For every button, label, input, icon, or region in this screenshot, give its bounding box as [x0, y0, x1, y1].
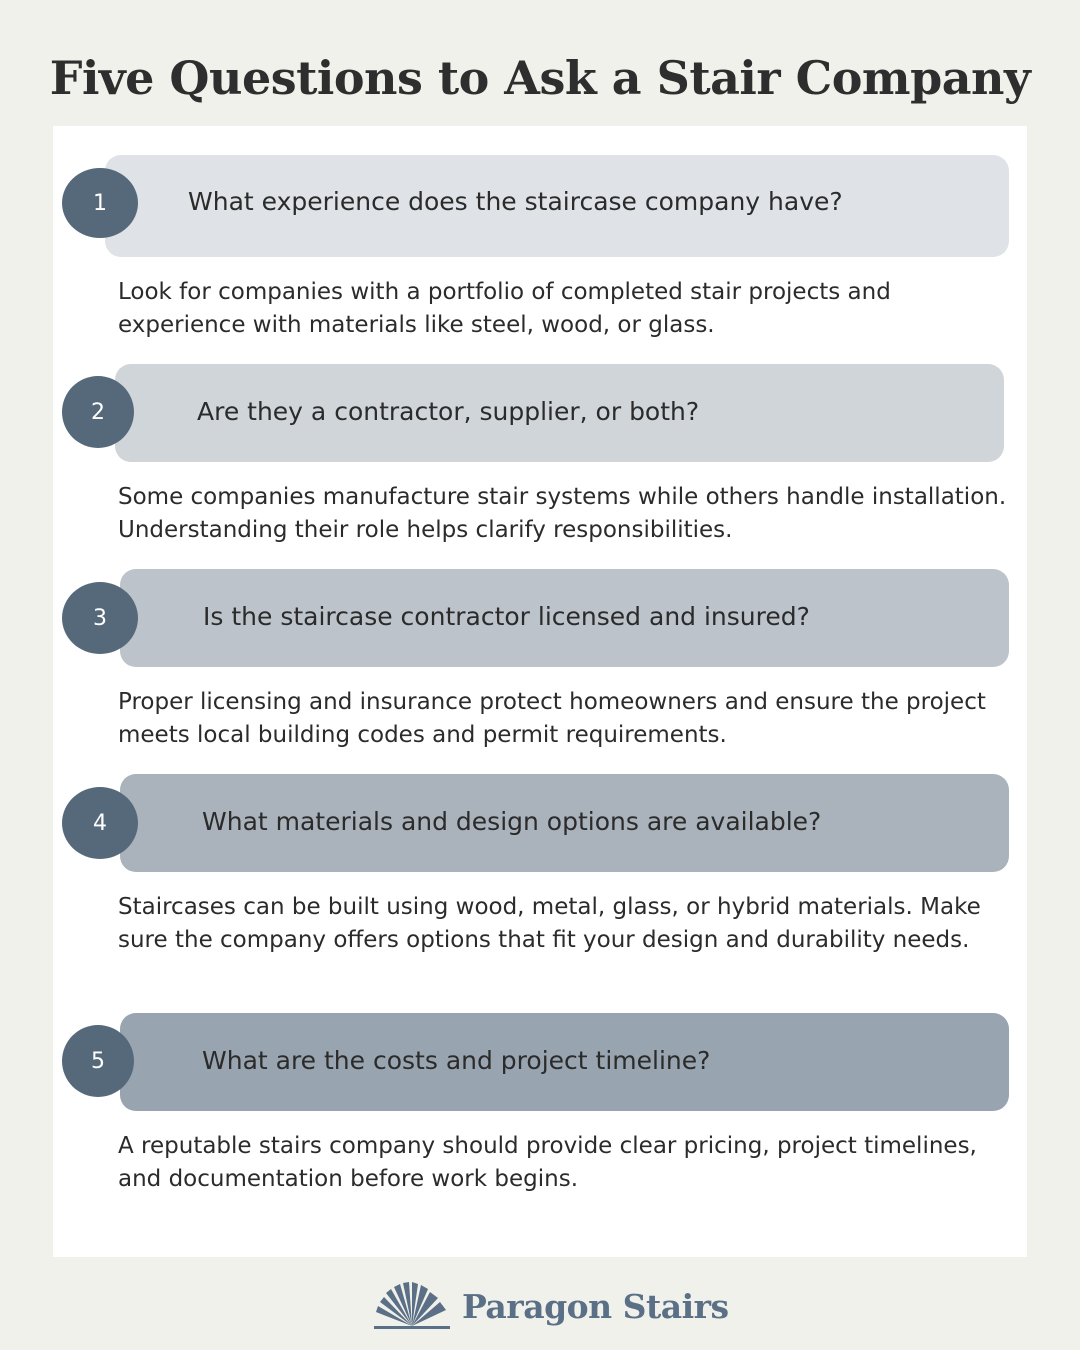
brand-logo	[374, 1275, 729, 1337]
question-text-4: What materials and design options are available?	[202, 807, 822, 836]
answer-text-2: Some companies manufacture stair systems while others handle installation. Understanding their role helps clarify responsibilities.	[118, 484, 1007, 543]
question-text-3: Is the staircase contractor licensed and insured?	[203, 602, 810, 631]
stair-fan-logo-icon	[374, 1282, 450, 1330]
brand-name: Paragon Stairs	[462, 1286, 729, 1326]
number-badge-5: 5	[62, 1025, 134, 1097]
number-badge-2: 2	[62, 376, 134, 448]
answer-text-5: A reputable stairs company should provide clear pricing, project timelines, and documentation before work begins.	[118, 1133, 977, 1192]
question-text-2: Are they a contractor, supplier, or both?	[197, 397, 700, 426]
answer-text-1: Look for companies with a portfolio of completed stair projects and experience with materials like steel, wood, or glass.	[118, 279, 891, 338]
question-text-1: What experience does the staircase company have?	[188, 187, 843, 216]
answer-text-4: Staircases can be built using wood, metal, glass, or hybrid materials. Make sure the company offers options that fit your design and durability needs.	[118, 894, 981, 953]
number-badge-1: 1	[62, 168, 138, 238]
answer-text-3: Proper licensing and insurance protect homeowners and ensure the project meets local building codes and permit requirements.	[118, 689, 986, 748]
question-text-5: What are the costs and project timeline?	[202, 1046, 711, 1075]
page-title: Five Questions to Ask a Stair Company	[49, 51, 1031, 105]
number-badge-3: 3	[62, 582, 138, 654]
number-badge-4: 4	[62, 787, 138, 859]
